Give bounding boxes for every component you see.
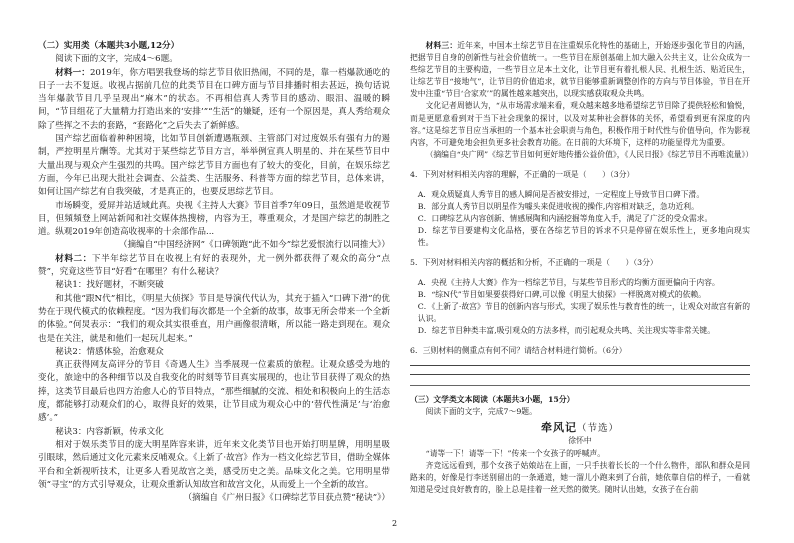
story-author: 徐怀中 bbox=[568, 436, 592, 446]
story-title-note: （节选） bbox=[576, 423, 619, 435]
question-4-option-b: B．部分真人秀节目以明星作为噱头来促进收视的操作,内容相对缺乏，急功近利。 bbox=[417, 201, 699, 211]
section-heading: （二）实用类（本题共3小题,12分） bbox=[38, 41, 180, 51]
material-2 bbox=[38, 253, 390, 280]
question-5-option-c: C．《上新了·故宫》节目的创新内容与形式，实现了娱乐性与教育性的统一，让观众对故宫有新的认识。 bbox=[417, 301, 750, 324]
secret-2-text: 真正获得网友高评分的节目《奇遇人生》当季展现一位素质的旅程。让观众感受为地的变化，旅途中的各种细节以及自我变化的时刻等节目真实展现的，也让节目获得了观众的热捧，这类节目最后也四方治愈人心的节目特点，“那些细腻的交流、相处和积极向上的生活态度，都能够打动观众们的心，取得良好的效果，让节目成为观众心中的‘替代性满足’与‘治愈感’。” bbox=[38, 360, 390, 424]
section-divider bbox=[410, 385, 750, 386]
material-3-para2: 文化记者周德认为，“从市场需求端来看，观众越来越多地希望综艺节目除了提供轻松和愉悦，而是更愿意看到对于当下社会现象的探讨，以及对某种社会群体的关怀，希望看到更有深度的内容。”这是综艺节目应当承担的一个基本社会职责与角色，积极作用于时代性与价值导向，作为影视内容，不可避免地会担负更多社会教育功能。在日前的大环境下，这样的功能显得尤为重要。 bbox=[410, 101, 750, 147]
material-1-para2: 国产综艺面临着种种困境，比如节目创新遭遇瓶颈、主管部门对过度娱乐有强有力的遏制，严控明星片酬等。尤其对于某些综艺节目方言，举举例宣真人明星的、并在某些节目中大量出现与观众产生强烈的共鸣。国产综艺节目方面也有了较大的变化，目前，在娱乐综艺方面，今年已出现大批社会调查、公益类、生活服务、科普等方面的综艺节目，总体来讲，如何让国产综艺有自我突破，才是真正的，也要反思综艺节目。 bbox=[38, 134, 390, 198]
secret-1-text: 和其他“跟N代”相比，《明星大侦探》节目是导演代代认为，其充于插入“口碑下滑”的优势在于现代模式的依赖程度。“因为我们每次都是一个全新的故事，故事无所会带来一个全新的体验。”何炅表示：“我们的观众其实很垂直，用户画像很清晰，所以能一路走到现在。观众也是在关注，就是和他们一起玩儿起来。” bbox=[38, 293, 390, 344]
answer-line-2 bbox=[410, 374, 750, 375]
instruction-text: 阅读下面的文字，完成4～6题。 bbox=[55, 54, 178, 65]
question-4-option-c: C．口碑综艺从内容创新、情感展陶和内涵挖掘等角度入手，满足了广泛的受众需求。 bbox=[417, 213, 713, 223]
question-4: 4．下列对材料相关内容的理解，不正确的一项是（ ）（3分） bbox=[410, 169, 635, 179]
story-title-text: 牵风记 bbox=[540, 421, 577, 435]
material-2-text: 下半年综艺节目在收视上有好的表现外，尤一例外都获得了观众的高分“点赞”，究竟这些节目“好看”在哪里？有什么秘诀？ bbox=[38, 253, 390, 278]
material-1-label: 材料一： bbox=[55, 67, 90, 78]
section-3-instruction: 阅读下面的文字，完成7～9题。 bbox=[425, 407, 537, 417]
material-3 bbox=[410, 40, 750, 100]
question-4-option-a: A．观众质疑真人秀节目的感人瞬间是否被安排过，一定程度上导致节目口碑下滑。 bbox=[417, 189, 705, 199]
question-6: 6．三则材料的侧重点有何不同？请结合材料进行简析。（6分） bbox=[410, 346, 627, 356]
material-1-para3: 市场瞬变，爱屏并站适域此真。央视《主持人大赛》节目首季7年09日，虽然道是收视节目，但頻頻登上网站新闻和社交媒体热搜榜，内容为王，尊重观众，才是国产综艺的制胜之道。纵观2019年创造高收视率的十余部作品... bbox=[38, 200, 390, 238]
secret-3-label: 秘诀3：内容新颖，传承文化 bbox=[55, 426, 164, 437]
material-2-source: （摘编自《广州日报》《口碑综艺节目获点赞“秘诀”》） bbox=[183, 493, 390, 504]
material-1-text: 2019年，你方唱罢我登场的综艺节目依旧热闹，不同的是，靠一档爆款通吃的日子一去不复返。收视占据前几位的此类节目在口碑方面与节目排播时相去甚远，换句话说当年爆款节目几乎呈现出“麻木”的状态。不再相信真人秀节目的感动、眼泪、温暖的瞬间，“节目组花了大量精力打造出来的‘安排’”“生活”的嫌疑，还有一个原因是，真人秀给观众除了些挥之不去的套路，“套路化”之后失去了新鲜感。 bbox=[38, 67, 390, 131]
story-para-1: “请等一下！请等一下！”传来一个女孩子的呼喊声。 bbox=[425, 448, 606, 458]
secret-3-text: 相对于娱乐类节目的庞大明星阵容来讲，近年来文化类节目也开始打明星牌，用明星吸引眼球，然后通过文化元素来反哺观众。《上新了·故宫》作为一档文化综艺节目，借助全媒体平台和全新视听技术，让更多人看见故宫之美，感受历史之美。品味文化之美。它用明星带领“寻宝”的方式引导观众，让观众重新认知故宫和故宫文化，从而爱上一个全新的故宫。 bbox=[38, 439, 390, 490]
question-5-option-b: B．“综N代”节目如果要获得好口碑,可以像《明星大侦探》一样脱离对模式的依赖。 bbox=[417, 289, 706, 299]
right-column bbox=[410, 40, 754, 496]
material-3-text: 近年来，中国本土综艺节目在注重娱乐化特性的基础上，开始逐步强化节目的内涵，把据节目自身的创新性与社会价值统一。一些节目在原创基础上加大融入公共主义，让公众成为一些综艺节目的主要构造，一些节目立足本土文化，让节目更有着扎根人民、扎根生活、贴近民生，让综艺节目“接地气”，让节目的价值追求，就节目能够重新调整创作的方向与节目体验，节目在开发中注重“节目‘合家欢’”的属性越来越突出，以现实感获取观众共鸣。 bbox=[410, 41, 751, 99]
left-column bbox=[38, 40, 390, 505]
secret-1-label: 秘诀1：找好题材，不断突破 bbox=[55, 280, 164, 291]
material-3-label: 材料三： bbox=[425, 41, 458, 50]
material-1-source: （摘编自“中国经济网”《口碑领跑“此不如今”综艺爱恨流行以同推大》） bbox=[118, 240, 390, 251]
material-1 bbox=[38, 67, 390, 133]
question-5: 5．下列对材料相关内容的概括和分析，不正确的一项是（ ）（3分） bbox=[410, 257, 658, 267]
question-5-option-a: A．央视《主持人大赛》作为一档综艺节目，与某些节目形式的均衡方面更偏向于内容。 bbox=[417, 277, 720, 287]
question-4-option-d: D．综艺节目要建构文化品格，要在各综艺节目的诉求不只是停留在娱乐性上，更多地向现实性。 bbox=[417, 225, 750, 247]
secret-2-label: 秘诀2：情感体验，治愈观众 bbox=[55, 346, 164, 357]
story-title bbox=[410, 422, 750, 435]
material-2-label: 材料二： bbox=[55, 253, 92, 264]
page-number: 2 bbox=[392, 519, 398, 528]
material-3-source: （摘编自“央广网”《综艺节目如何更好地传播公益价值》，《人民日报》《综艺节目不再唯流量》） bbox=[425, 149, 754, 159]
story-para-2: 齐竞远远看到，那个女孩子姑娘站在上面，一只手扶着长长的一个什么物件，部队和群众是同路来的，好像是行李送别留出的一条通道，她一溜儿小跑来到了台前，她依靠自信的样子，一看就知道是受过良好教育的，脸上总是挂着一丝天然的微笑。随时认出她，女孩子在台前 bbox=[410, 460, 750, 494]
question-5-option-d: D．综艺节目种类丰富,吸引观众的方法多样，而引起观众共鸣、关注现实等非常关键。 bbox=[417, 326, 716, 336]
answer-line-1 bbox=[410, 365, 750, 366]
section-3-heading: （三）文学类文本阅读（本题共3小题，15分） bbox=[410, 395, 575, 405]
